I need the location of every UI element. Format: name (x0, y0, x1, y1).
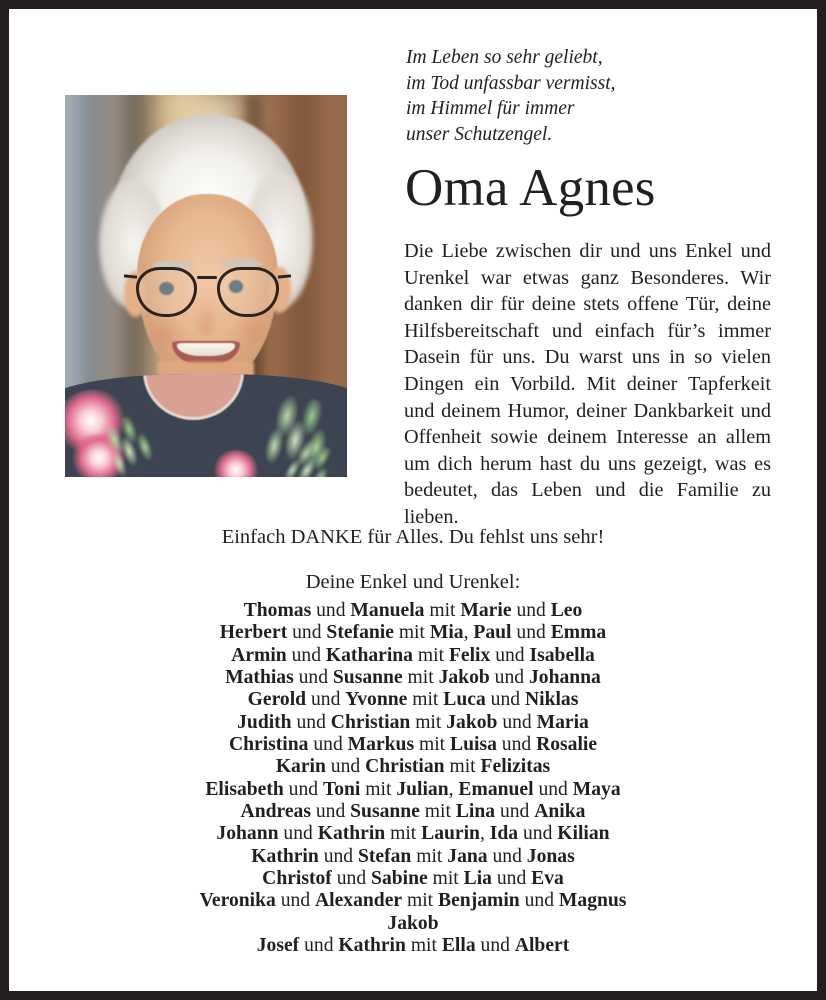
family-line: Christof und Sabine mit Lia und Eva (262, 868, 564, 890)
family-line: Jakob (387, 912, 439, 934)
family-line: Judith und Christian mit Jakob und Maria (237, 711, 589, 733)
portrait-photo (65, 95, 347, 477)
family-line: Karin und Christian mit Felizitas (275, 756, 551, 778)
family-line: Thomas und Manuela mit Marie und Leo (243, 600, 583, 621)
floral-blouse (65, 374, 347, 477)
family-line: Josef und Kathrin mit Ella und Albert (256, 935, 570, 957)
family-line: Christina und Markus mit Luisa und Rosalie (228, 734, 598, 756)
memorial-verse (406, 45, 786, 147)
thanks-line: Einfach DANKE für Alles. Du fehlst uns sehr! (221, 526, 605, 548)
deceased-name: Oma Agnes (405, 159, 656, 217)
family-line: Herbert und Stefanie mit Mia, Paul und Emma (219, 622, 607, 644)
family-line: Armin und Katharina mit Felix und Isabella (231, 644, 595, 666)
signers-heading: Deine Enkel und Urenkel: (305, 571, 521, 593)
blouse-collar (146, 374, 241, 417)
eyeglass-bridge (197, 276, 217, 279)
verse-line: im Himmel für immer (406, 98, 575, 119)
family-line: Kathrin und Stefan mit Jana und Jonas (251, 845, 575, 867)
verse-line: im Tod unfassbar vermisst, (406, 72, 616, 94)
family-line: Andreas und Susanne mit Lina und Anika (240, 801, 586, 823)
family-line: Mathias und Susanne mit Jakob und Johanna (225, 667, 601, 689)
family-line: Gerold und Yvonne mit Luca und Niklas (247, 689, 579, 711)
verse-line: unser Schutzengel. (406, 123, 553, 145)
family-line: Johann und Kathrin mit Laurin, Ida und Kilian (216, 823, 610, 845)
portrait-canvas (65, 95, 347, 477)
teeth (177, 343, 235, 356)
verse-line: Im Leben so sehr geliebt, (406, 47, 603, 68)
family-line: Veronika und Alexander mit Benjamin und Magnus (199, 890, 627, 912)
family-line: Elisabeth und Toni mit Julian, Emanuel und Maya (205, 778, 621, 800)
tribute-text: Die Liebe zwischen dir und uns Enkel und Urenkel war etwas ganz Besonderes. Wir danken dir für deine stets offene Tür, deine Hilfsbereitschaft und einfach für’s immer Dasein für uns. Du warst uns in so vielen Dingen ein Vorbild. Mit deiner Tapferkeit und deinem Humor, deiner Dankbarkeit und Offenheit sowie deinem Interesse an allem um dich herum hast du uns gezeigt, was es bedeutet, das Leben und die Familie zu lieben. (404, 240, 771, 528)
eyeglass-lens-left (136, 267, 198, 317)
memorial-inner (9, 9, 817, 991)
family-name-list (49, 600, 777, 958)
nose (193, 297, 218, 335)
eyeglass-lens-right (217, 267, 279, 317)
